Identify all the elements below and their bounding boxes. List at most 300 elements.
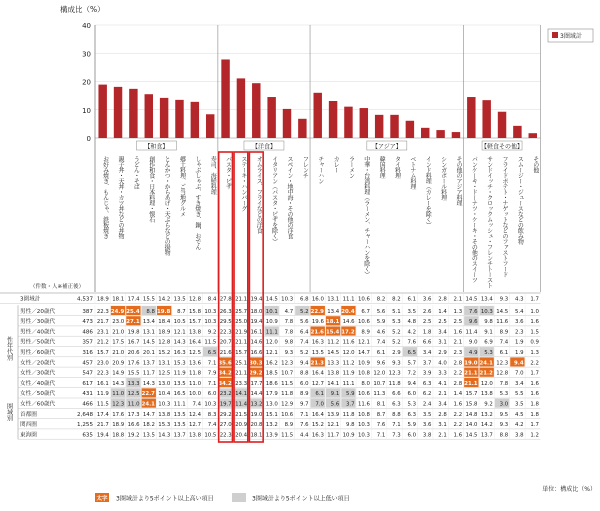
cell-value: 9.1: [484, 329, 493, 336]
cell-value: 21.2: [96, 339, 109, 346]
category-label: サンドイッチ・クロックムッシュ・フレンチトースト: [485, 156, 493, 288]
row-count: 4,537: [76, 296, 93, 303]
cell-value: 2.5: [453, 319, 463, 326]
row-label: 女性／60歳代: [20, 401, 56, 408]
cell-value: 21.1: [235, 296, 248, 303]
cell-value: 2.8: [438, 411, 447, 418]
cell-value: 6.7: [361, 308, 370, 315]
cell-value: 11.5: [96, 401, 109, 408]
cell-value: 10.7: [281, 370, 294, 377]
category-label: しゃぶしゃぶ、すき焼き、鍋、おでん: [193, 156, 201, 250]
cell-value: 15.7: [465, 391, 478, 398]
cell-value: 5.4: [515, 308, 524, 315]
cell-value: 11.2: [327, 339, 340, 346]
cell-value: 14.5: [327, 350, 340, 356]
cell-value: 6.5: [407, 350, 417, 356]
category-label: その他のアジア料理: [454, 156, 462, 206]
cell-value: 10.3: [480, 308, 493, 315]
cell-value: 13.5: [311, 350, 324, 356]
cell-value: 8.2: [392, 296, 401, 303]
cell-value: 10.3: [204, 401, 217, 408]
category-labels: [102, 155, 539, 289]
bar: [252, 83, 260, 138]
bar: [191, 102, 199, 138]
cell-value: 12.5: [127, 391, 140, 398]
cell-value: 14.9: [112, 370, 125, 377]
cell-value: 11.5: [204, 339, 217, 346]
cell-value: 3.1: [438, 339, 447, 346]
row-count: 387: [82, 308, 93, 315]
cell-value: 15.2: [311, 422, 324, 429]
cell-value: 6.2: [422, 391, 432, 398]
cell-value: 6.3: [407, 411, 417, 418]
row-label: 男性／20歳代: [20, 308, 56, 315]
cell-value: 6.3: [392, 401, 401, 408]
cell-value: 11.7: [327, 432, 340, 439]
cell-value: 15.8: [465, 401, 478, 408]
cell-value: 14.7: [142, 411, 155, 418]
cell-value: 21.1: [464, 370, 478, 377]
cell-value: 7.0: [315, 401, 324, 408]
cell-value: 20.9: [235, 422, 248, 429]
cell-value: 5.2: [392, 329, 401, 336]
cell-value: 15.5: [142, 296, 155, 303]
cell-value: 3.9: [422, 370, 432, 377]
cell-value: 14.7: [357, 350, 370, 356]
row-count: 466: [82, 401, 93, 408]
cell-value: 3.6: [422, 422, 432, 429]
bar: [267, 97, 275, 138]
cell-value: 1.0: [530, 308, 539, 315]
group-labels: [136, 141, 523, 151]
cell-value: 19.8: [156, 308, 171, 315]
category-label: 韓国料理: [378, 156, 386, 178]
cell-value: 20.1: [142, 350, 155, 356]
cell-value: 6.0: [407, 391, 417, 398]
cell-value: 5.9: [376, 319, 386, 326]
cell-value: 19.4: [96, 432, 109, 439]
cell-value: 8.7: [177, 308, 186, 315]
cell-value: 7.8: [499, 380, 509, 387]
side-group-label: 性年代別: [5, 336, 13, 361]
group-label: 【洋食】: [251, 143, 276, 151]
cell-value: 20.8: [250, 422, 263, 429]
cell-value: 13.9: [327, 411, 340, 418]
cell-value: 11.1: [342, 380, 355, 387]
cell-value: 27.0: [219, 422, 232, 429]
y-tick-label: 20: [82, 78, 91, 87]
cell-value: 7.4: [207, 422, 217, 429]
legend: [548, 29, 593, 42]
category-label: 親子丼・天丼・カツ丼などの丼物: [117, 156, 125, 239]
cell-value: 16.3: [311, 432, 324, 439]
cell-value: 15.8: [189, 308, 202, 315]
category-label: フレンチ: [301, 156, 309, 178]
row-label: 3圏域計: [20, 296, 41, 303]
cell-value: 14.5: [465, 296, 478, 303]
cell-value: 7.4: [499, 339, 509, 346]
cell-value: 17.3: [127, 411, 140, 418]
cell-value: 18.9: [96, 296, 109, 303]
row-label: 女性／30歳代: [20, 370, 56, 377]
cell-value: 17.2: [341, 329, 355, 336]
cell-value: 13.5: [173, 422, 186, 429]
category-label: ベトナム料理: [408, 156, 416, 189]
bar: [482, 100, 490, 138]
cell-value: 13.8: [327, 370, 340, 377]
cell-value: 11.4: [235, 401, 248, 408]
cell-value: 17.4: [96, 411, 109, 418]
cell-value: 5.6: [376, 308, 386, 315]
cell-value: 13.7: [480, 432, 493, 439]
cell-value: 11.5: [281, 380, 294, 387]
bar: [329, 101, 337, 138]
cell-value: 7.2: [407, 370, 417, 377]
cell-value: 13.2: [265, 422, 278, 429]
footnote-high-badge: 太字: [96, 496, 108, 502]
cell-value: 7.6: [407, 339, 417, 346]
cell-value: 4.7: [284, 308, 294, 315]
row-label: 女性／50歳代: [20, 391, 56, 398]
cell-value: 2.1: [453, 339, 463, 346]
y-tick-label: 30: [82, 50, 91, 59]
footnote-high-text: 3圏域計より5ポイント以上高い項目: [116, 495, 214, 503]
cell-value: 24.1: [479, 360, 493, 367]
cell-value: 9.7: [299, 401, 309, 408]
bar: [313, 93, 321, 138]
cell-value: 11.6: [496, 319, 509, 326]
cell-value: 23.1: [96, 329, 109, 336]
cell-value: 10.0: [189, 391, 202, 398]
cell-value: 10.1: [265, 308, 278, 315]
cell-value: 6.9: [484, 339, 493, 346]
row-count: 457: [82, 360, 93, 367]
cell-value: 9.3: [499, 422, 509, 429]
cell-value: 17.9: [265, 391, 278, 398]
category-label: 中華・台湾料理（ラーメン、チャーハンを除く）: [362, 156, 370, 277]
cell-value: 8.8: [146, 308, 155, 315]
cell-value: 13.8: [158, 411, 171, 418]
cell-value: 9.4: [299, 360, 309, 367]
cell-value: 10.9: [357, 360, 370, 367]
cell-value: 18.1: [325, 319, 340, 326]
cell-value: 6.5: [207, 350, 217, 356]
cell-value: 11.9: [96, 391, 109, 398]
cell-value: 25.4: [126, 308, 140, 315]
cell-value: 30.3: [249, 360, 263, 367]
cell-value: 10.3: [357, 432, 370, 439]
cell-value: 10.3: [204, 319, 217, 326]
cell-value: 6.1: [499, 350, 509, 356]
cell-value: 7.8: [284, 329, 294, 336]
cell-value: 14.2: [158, 296, 171, 303]
cell-value: 3.4: [438, 401, 447, 408]
category-label: オムライス、フライなどの洋食: [255, 156, 263, 233]
cell-value: 23.3: [235, 380, 248, 387]
cell-value: 4.5: [515, 411, 524, 418]
row-count: 617: [82, 380, 93, 387]
category-label: イタリアン（パスタ・ピザを除く）: [270, 156, 278, 244]
cell-value: 21.0: [112, 329, 125, 336]
cell-value: 13.5: [173, 380, 186, 387]
cell-value: 2.4: [422, 401, 432, 408]
unit-note: 単位：構成比（%）: [542, 486, 596, 493]
cell-value: 3.4: [438, 329, 447, 336]
cell-value: 6.4: [299, 329, 309, 336]
cell-value: 14.1: [235, 391, 248, 398]
cell-value: 14.3: [158, 432, 171, 439]
cell-value: 22.3: [96, 308, 109, 315]
cell-value: 18.1: [112, 296, 125, 303]
cell-value: 7.4: [299, 339, 309, 346]
cell-value: 34.2: [218, 370, 232, 377]
cell-value: 21.2: [479, 370, 493, 377]
cell-value: 9.6: [376, 360, 386, 367]
cell-value: 1.7: [530, 422, 539, 429]
cell-value: 2.5: [438, 319, 447, 326]
cell-value: 2.8: [453, 360, 463, 367]
cell-value: 14.3: [142, 380, 155, 387]
cell-value: 10.7: [373, 380, 386, 387]
cell-value: 21.6: [310, 329, 324, 336]
cell-value: 18.4: [158, 319, 171, 326]
cell-value: 3.6: [422, 296, 432, 303]
cell-value: 9.6: [468, 319, 478, 326]
cell-value: 25.0: [235, 319, 248, 326]
cell-value: 16.1: [250, 329, 263, 336]
cell-value: 14.5: [265, 296, 278, 303]
cell-value: 3.4: [422, 350, 432, 356]
cell-value: 8.9: [499, 329, 509, 336]
cell-value: 7.4: [376, 339, 386, 346]
cell-value: 22.3: [219, 432, 232, 439]
cell-value: 1.4: [438, 308, 447, 315]
cell-value: 3.0: [499, 401, 509, 408]
cell-value: 16.3: [311, 339, 324, 346]
cell-value: 14.5: [465, 432, 478, 439]
cell-value: 3.5: [407, 308, 417, 315]
cell-value: 1.8: [530, 401, 539, 408]
cell-value: 35.6: [218, 360, 232, 367]
cell-value: 11.0: [189, 380, 202, 387]
cell-value: 4.9: [468, 350, 478, 356]
cell-value: 5.3: [499, 391, 509, 398]
category-label: 創作和食・日本料理・懐石: [147, 156, 155, 222]
cell-value: 11.5: [281, 432, 294, 439]
cell-value: 9.3: [499, 296, 509, 303]
category-label: 郷土料理、ご当地グルメ: [178, 156, 186, 217]
cell-value: 13.1: [142, 329, 155, 336]
cell-value: 1.4: [453, 391, 463, 398]
cell-value: 10.3: [357, 422, 370, 429]
cell-value: 18.2: [142, 422, 155, 429]
bar: [375, 115, 383, 138]
cell-value: 11.7: [142, 370, 155, 377]
cell-value: 7.1: [207, 380, 217, 387]
bar: [237, 78, 245, 138]
bar: [98, 85, 106, 138]
y-tick-label: 40: [82, 22, 91, 30]
cell-value: 12.3: [281, 360, 294, 367]
cell-value: 12.5: [189, 350, 202, 356]
row-label: 首都圏: [20, 411, 37, 418]
cell-value: 15.5: [127, 370, 140, 377]
cell-value: 6.0: [299, 380, 309, 387]
cell-value: 3.5: [515, 401, 524, 408]
cell-value: 10.5: [204, 432, 217, 439]
cell-value: 1.6: [530, 391, 539, 398]
cell-value: 5.6: [330, 401, 340, 408]
row-label: 男性／40歳代: [20, 329, 56, 336]
cell-value: 26.3: [219, 308, 232, 315]
y-tick-label: 0: [86, 135, 91, 143]
cell-value: 18.9: [158, 329, 171, 336]
cell-value: 21.1: [235, 370, 248, 377]
cell-value: 9.1: [330, 391, 340, 398]
cell-value: 29.2: [249, 370, 263, 377]
cell-value: 12.7: [189, 422, 202, 429]
cell-value: 5.2: [299, 350, 309, 356]
cell-value: 5.3: [392, 319, 401, 326]
cell-value: 5.2: [299, 308, 309, 315]
bar: [114, 87, 122, 138]
cell-value: 19.8: [127, 329, 140, 336]
cell-value: 19.6: [311, 319, 324, 326]
bars: [98, 59, 537, 138]
cell-value: 11.2: [342, 360, 355, 367]
bar: [467, 97, 475, 138]
bar: [129, 89, 137, 138]
cell-value: 11.1: [342, 296, 355, 303]
cell-value: 12.3: [496, 360, 509, 367]
cell-value: 19.0: [464, 360, 478, 367]
cell-value: 21.1: [235, 339, 248, 346]
cell-value: 16.6: [127, 422, 140, 429]
cell-value: 13.7: [173, 432, 186, 439]
cell-value: 22.3: [96, 370, 109, 377]
cell-value: 12.0: [480, 380, 493, 387]
cell-value: 2.2: [453, 370, 463, 377]
cell-value: 1.3: [453, 308, 463, 315]
category-label: ラーメン: [347, 156, 355, 178]
bar: [390, 115, 398, 138]
cell-value: 14.5: [142, 339, 155, 346]
cell-value: 13.5: [173, 411, 186, 418]
cell-value: 2.2: [453, 411, 463, 418]
cell-value: 19.2: [127, 432, 140, 439]
cell-value: 9.3: [284, 350, 294, 356]
cell-value: 11.8: [189, 370, 202, 377]
cell-value: 5.1: [392, 308, 401, 315]
cell-value: 12.1: [327, 422, 340, 429]
cell-value: 16.6: [250, 350, 263, 356]
cell-value: 13.4: [142, 319, 155, 326]
cell-value: 7.3: [392, 432, 401, 439]
cell-value: 14.6: [342, 319, 355, 326]
category-label: カレー: [332, 156, 340, 173]
sample-size-header: （件数・人※補正後）: [30, 284, 85, 290]
row-count: 486: [82, 329, 93, 336]
bar: [221, 59, 229, 138]
cell-value: 1.3: [530, 350, 539, 356]
category-label: うどん・そば: [132, 156, 140, 189]
cell-value: 10.9: [342, 432, 355, 439]
cell-value: 12.1: [173, 329, 186, 336]
category-label: タイ料理: [393, 156, 401, 178]
cell-value: 10.5: [173, 319, 186, 326]
cell-value: 8.4: [207, 296, 217, 303]
cell-value: 17.4: [127, 296, 140, 303]
cell-value: 15.4: [325, 329, 340, 336]
cell-value: 1.6: [453, 432, 463, 439]
cell-value: 4.0: [438, 360, 447, 367]
cell-value: 9.0: [468, 339, 478, 346]
cell-value: 11.9: [173, 370, 186, 377]
cell-value: 21.0: [112, 350, 125, 356]
bar: [529, 133, 537, 138]
cell-value: 15.7: [189, 319, 202, 326]
side-group-label: 圏域別: [5, 403, 13, 422]
cell-value: 10.3: [281, 296, 294, 303]
cell-value: 2.5: [422, 319, 432, 326]
cell-value: 23.2: [219, 391, 232, 398]
bar: [175, 100, 183, 138]
cell-value: 9.5: [499, 411, 509, 418]
cell-value: 12.5: [158, 370, 171, 377]
cell-value: 5.9: [407, 422, 417, 429]
cell-value: 11.1: [265, 329, 278, 336]
cell-value: 10.3: [158, 401, 171, 408]
cell-value: 8.8: [392, 411, 401, 418]
cell-value: 27.1: [126, 319, 140, 326]
row-label: 関西圏: [20, 422, 37, 429]
cell-value: 2.8: [438, 296, 447, 303]
cell-value: 15.3: [158, 422, 171, 429]
category-label: パスタ・ピザ: [224, 156, 232, 189]
footnote-low-swatch: [232, 493, 246, 502]
cell-value: 15.7: [96, 350, 109, 356]
cell-value: 19.4: [250, 296, 263, 303]
bar: [498, 112, 506, 138]
cell-value: 1.8: [530, 411, 539, 418]
category-label: インド料理（カレーを除く）: [424, 156, 432, 228]
cell-value: 8.7: [376, 411, 386, 418]
cell-value: 2.1: [438, 432, 447, 439]
cell-value: 12.8: [496, 370, 509, 377]
cell-value: 13.1: [327, 296, 340, 303]
cell-value: 4.1: [438, 380, 447, 387]
cell-value: 16.4: [311, 370, 324, 377]
cell-value: 11.0: [112, 391, 125, 398]
cell-value: 11.8: [342, 411, 355, 418]
row-label: 東海圏: [20, 432, 37, 439]
row-count: 473: [82, 319, 93, 326]
cell-value: 17.6: [127, 360, 140, 367]
cell-value: 34.2: [218, 380, 232, 387]
footnotes: [95, 485, 596, 503]
cell-value: 17.7: [250, 380, 263, 387]
cell-value: 13.0: [158, 380, 171, 387]
group-label: 【アジア】: [371, 143, 402, 151]
cell-value: 11.0: [127, 401, 140, 408]
cell-value: 11.8: [281, 391, 294, 398]
cell-value: 13.6: [189, 360, 202, 367]
cell-value: 4.8: [407, 319, 417, 326]
cell-value: 12.0: [342, 350, 355, 356]
cell-value: 5.3: [407, 401, 417, 408]
cell-value: 19.4: [250, 319, 263, 326]
cell-value: 4.6: [376, 329, 386, 336]
